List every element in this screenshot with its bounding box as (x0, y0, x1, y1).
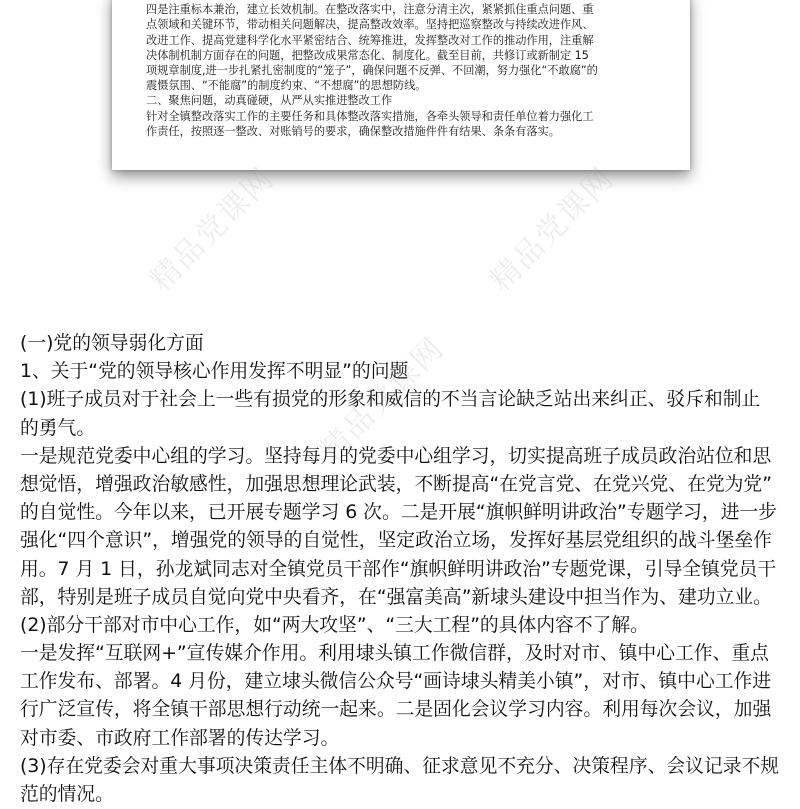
document-image-text (146, 0, 658, 139)
text-line: (3)存在党委会对重大事项决策责任主体不明确、征求意见不充分、决策程序、会议记录不规 (20, 755, 780, 777)
card-text-line: 震慑氛围、“不能腐”的制度约束、“不想腐”的思想防线。 (146, 79, 427, 93)
text-line: 强化“四个意识”，增强党的领导的自觉性，坚定政治立场，发挥好基层党组织的战斗堡垒作 (20, 530, 772, 552)
text-line: 1、关于“党的领导核心作用发挥不明显”的问题 (20, 361, 409, 383)
card-text-line: 作责任，按照逐一整改、对账销号的要求，确保整改措施件件有结果、条条有落实。 (146, 124, 560, 138)
main-document-text (20, 330, 785, 809)
text-line: 部，特别是班子成员自觉向党中央看齐，在“强富美高”新埭头建设中担当作为、建功立业。 (20, 586, 772, 608)
card-text-line: 改进工作、提高党建科学化水平紧密结合、统筹推进，发挥整改对工作的推动作用，注重解 (146, 33, 594, 47)
text-line: 的自觉性。今年以来，已开展专题学习 6 次。二是开展“旗帜鲜明讲政治”专题学习，进一步 (20, 502, 778, 524)
card-text-line: 针对全镇整改落实工作的主要任务和具体整改落实措施，各牵头领导和责任单位着力强化工 (146, 109, 594, 123)
card-text-line: 决体制机制方面存在的问题，把整改成果常态化、制度化。截至目前，共修订或新制定 15 (146, 48, 589, 62)
text-line: 的勇气。 (20, 417, 96, 439)
text-line: (1)班子成员对于社会上一些有损党的形象和威信的不当言论缺乏站出来纠正、驳斥和制止 (20, 389, 761, 411)
text-line: 一是规范党委中心组的学习。坚持每月的党委中心组学习，切实提高班子成员政治站位和思 (20, 445, 772, 467)
text-line: 一是发挥“互联网+”宣传媒介作用。利用埭头镇工作微信群，及时对市、镇中心工作、重点 (20, 643, 769, 665)
document-image-card (112, 0, 690, 170)
card-text-line: 四是注重标本兼治，建立长效机制。在整改落实中，注意分清主次，紧紧抓住重点问题、重 (146, 3, 594, 17)
watermark: 精品党课网 (313, 330, 452, 469)
watermark: 精品党课网 (143, 160, 282, 299)
text-line: (一)党的领导弱化方面 (20, 333, 204, 354)
text-line: 用。7 月 1 日，孙龙斌同志对全镇党员干部作“旗帜鲜明讲政治”专题党课，引导全镇党员干 (20, 558, 777, 580)
card-text-line: 二、聚焦问题，动真碰硬，从严从实推进整改工作 (146, 94, 393, 108)
watermark: 精品党课网 (483, 160, 622, 299)
text-line: 工作发布、部署。4 月份，建立埭头微信公众号“画诗埭头精美小镇”，对市、镇中心工作进 (20, 671, 772, 693)
text-line: (2)部分干部对市中心工作，如“两大攻坚”、“三大工程”的具体内容不了解。 (20, 614, 649, 636)
text-line: 对市委、市政府工作部署的传达学习。 (20, 727, 340, 749)
text-line: 想觉悟，增强政治敏感性，加强思想理论武装，不断提高“在党言党、在党兴党、在党为党” (20, 473, 772, 495)
card-text-line: 点领域和关键环节，带动相关问题解决，提高整改效率。坚持把巡察整改与持续改进作风、 (146, 18, 594, 32)
card-text-line: 项规章制度,进一步扎紧扎密制度的“笼子”，确保问题不反弹、不回潮，努力强化“不敢腐”的 (146, 63, 598, 77)
text-line: 范的情况。 (20, 784, 114, 805)
text-line: 行广泛宣传，将全镇干部思想行动统一起来。二是固化会议学习内容。利用每次会议，加强 (20, 699, 772, 721)
